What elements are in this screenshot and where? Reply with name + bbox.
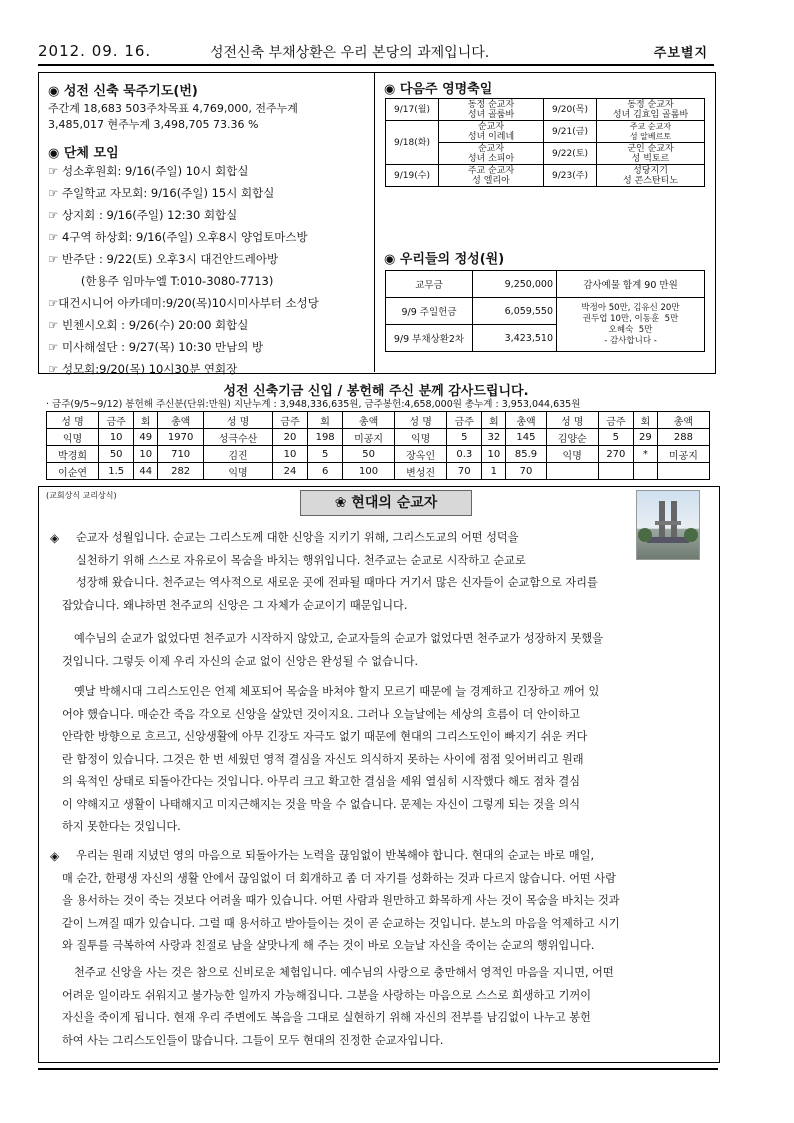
essay-line: 예수님의 순교가 없었다면 천주교가 시작하지 않았고, 순교자들의 순교가 없었다면 천주교가 성장하지 못했을 (74, 632, 603, 645)
fund-cell: 282 (158, 463, 204, 480)
feast-saint: 순교자 성녀 소피아 (439, 143, 544, 165)
essay-paragraph-4 (50, 845, 710, 958)
fund-header: 금주 (598, 412, 633, 429)
table-row (386, 165, 705, 187)
essay-line: 어려운 일이라도 쉬워지고 불가능한 일까지 가능해집니다. 그분을 사랑하는 마음으로 스스로 희생하고 기꺼이 (62, 988, 591, 1002)
essay-line: 와 질투를 극복하여 사랑과 친절로 남을 살맛나게 해 주는 것이 바로 오늘날 자신을 죽이는 순교의 행위입니다. (62, 939, 595, 952)
offering-title: ◉ 우리들의 정성(원) (384, 252, 505, 267)
essay-line: 천주교 신앙을 사는 것은 참으로 신비로운 체험입니다. 예수님의 사랑으로 충만해서 영적인 마음을 지니면, 어떤 (74, 966, 614, 979)
fund-cell: 장옥인 (395, 446, 447, 463)
fund-cell: * (634, 446, 658, 463)
rosary-title: ◉ 성전 신축 묵주기도(번) (48, 84, 198, 99)
essay-paragraph-5 (62, 962, 712, 1052)
essay-paragraph-1 (50, 527, 710, 617)
feast-saint: 주교 순교자 성 엘리아 (439, 165, 544, 187)
feast-date: 9/22(토) (544, 143, 597, 165)
fund-cell (546, 463, 598, 480)
fund-cell: 김양순 (546, 429, 598, 446)
essay-line: 실천하기 위해 스스로 자유로이 목숨을 바치는 행위입니다. 천주교는 순교로 시작하고 순교로 (76, 553, 526, 567)
essay-line: 잡았습니다. 왜냐하면 천주교의 신앙은 그 자체가 순교이기 때문입니다. (62, 598, 408, 612)
fund-cell: 10 (99, 429, 134, 446)
fund-cell: 710 (158, 446, 204, 463)
essay-line: 의 육적인 상태로 되돌아간다는 것입니다. 아무리 크고 확고한 결심을 세워 열심히 시작했다 해도 점차 결심 (62, 775, 581, 788)
table-row (386, 121, 705, 143)
group-item: (한용주 임마누엘 T:010-3080-7713) (48, 274, 274, 288)
essay-line: 이 약해지고 생활이 나태해지고 미지근해지는 것을 막을 수 없습니다. 문제는 자신이 그렇게 되는 것을 의식 (62, 797, 581, 811)
offering-note-donors (557, 298, 705, 352)
fund-header: 성 명 (395, 412, 447, 429)
table-row (47, 412, 710, 429)
fund-cell: 49 (134, 429, 158, 446)
fund-cell: 10 (272, 446, 307, 463)
fund-cell: 100 (343, 463, 395, 480)
essay-line: 어야 했습니다. 매순간 죽음 각오로 신앙을 살았던 것이지요. 그러나 오늘날에는 세상의 흐름이 더 안이하고 (62, 707, 581, 721)
fund-cell: 1.5 (99, 463, 134, 480)
essay-line: 옛날 박해시대 그리스도인은 언제 체포되어 목숨을 바쳐야 할지 모르기 때문에 늘 경계하고 긴장하고 깨어 있 (74, 685, 600, 698)
group-item: ☞ 성소후원회: 9/16(주일) 10시 회합실 (48, 164, 249, 178)
fund-cell: 10 (134, 446, 158, 463)
fund-cell: 1 (482, 463, 506, 480)
fund-cell: 익명 (546, 446, 598, 463)
essay-title: ❀ 현대의 순교자 (300, 490, 472, 516)
table-row (386, 298, 705, 325)
page-header (38, 40, 714, 66)
offering-label: 9/9 주일헌금 (386, 298, 473, 325)
fund-cell: 50 (99, 446, 134, 463)
fund-header: 회 (482, 412, 506, 429)
essay-line: 하여 사는 그리스도인들이 많습니다. 그들이 모두 현대의 진정한 순교자입니다. (62, 1033, 444, 1047)
group-item: ☞ 4구역 하상회: 9/16(주일) 오후8시 양업토마스방 (48, 230, 308, 244)
feast-date: 9/19(수) (386, 165, 439, 187)
fund-title: 성전 신축기금 신입 / 봉헌해 주신 분께 감사드립니다. (223, 384, 529, 399)
fund-cell: 5 (447, 429, 482, 446)
essay-line: 자신을 죽이게 됩니다. 현재 우리 주변에도 복음을 그대로 실현하기 위해 자신의 전부를 남김없이 나누고 봉헌 (62, 1011, 591, 1024)
offering-table (385, 270, 705, 352)
fund-cell: 44 (134, 463, 158, 480)
fund-header: 총액 (158, 412, 204, 429)
fund-cell: 박경희 (47, 446, 99, 463)
offering-amount: 6,059,550 (473, 298, 557, 325)
column-divider (374, 72, 375, 372)
fund-table (46, 411, 710, 480)
group-item: ☞ 반주단 : 9/22(토) 오후3시 대건안드레아방 (48, 252, 279, 266)
group-item: ☞ 주일학교 자모회: 9/16(주일) 15시 회합실 (48, 186, 275, 200)
fund-header: 회 (134, 412, 158, 429)
group-item: ☞ 빈첸시오회 : 9/26(수) 20:00 회합실 (48, 318, 249, 332)
essay-line: 순교자 성월입니다. 순교는 그리스도께 대한 신앙을 지키기 위해, 그리스도교의 어떤 성덕을 (76, 531, 519, 544)
fund-header: 성 명 (204, 412, 273, 429)
offering-amount: 9,250,000 (473, 271, 557, 298)
fund-cell: 김진 (204, 446, 273, 463)
feast-date: 9/23(주) (544, 165, 597, 187)
offering-donors: 박정아 50만, 김유신 20만 권두업 10만, 이동훈 5만 오혜숙 5만 (581, 302, 680, 335)
fund-cell: 198 (308, 429, 343, 446)
offering-label: 교무금 (386, 271, 473, 298)
group-item: ☞ 미사해설단 : 9/27(목) 10:30 만남의 방 (48, 340, 264, 354)
fund-cell (634, 463, 658, 480)
feast-saint: 동정 순교자 성녀 골룸바 (439, 99, 544, 121)
essay-line: 매 순간, 한평생 자신의 생활 안에서 끊임없이 더 회개하고 좀 더 자기를 성화하는 것과 다르지 않습니다. 어떤 사람 (62, 871, 616, 885)
feast-table (385, 98, 705, 187)
fund-header: 금주 (447, 412, 482, 429)
bulletin-motto: 성전신축 부채상환은 우리 본당의 과제입니다. (210, 45, 490, 61)
essay-tag: (교회상식 교리상식) (46, 491, 117, 500)
table-row (47, 463, 710, 480)
fund-cell: 미공지 (657, 446, 709, 463)
essay-line: 안락한 방향으로 흐르고, 신앙생활에 아무 긴장도 자극도 없기 때문에 현대의 그리스도인이 빠지기 쉬운 커다 (62, 730, 588, 743)
fund-cell: 0.3 (447, 446, 482, 463)
fund-header: 성 명 (546, 412, 598, 429)
fund-cell: 29 (634, 429, 658, 446)
fund-cell: 6 (308, 463, 343, 480)
fund-header: 회 (634, 412, 658, 429)
fund-cell: 270 (598, 446, 633, 463)
diamond-bullet-icon: ◈ (50, 531, 60, 545)
fund-cell: 10 (482, 446, 506, 463)
essay-line: 성장해 왔습니다. 천주교는 역사적으로 새로운 곳에 전파될 때마다 거기서 많은 신자들이 순교함으로 자리를 (76, 576, 598, 589)
group-item: ☞ 상지회 : 9/16(주일) 12:30 회합실 (48, 208, 238, 222)
fund-header: 총액 (343, 412, 395, 429)
fund-cell (598, 463, 633, 480)
fund-cell: 성극수산 (204, 429, 273, 446)
essay-line: 같이 느껴질 때가 있습니다. 그럴 때 용서하고 받아들이는 것이 곧 순교하는 것입니다. 분노의 마음을 억제하고 시기 (62, 916, 620, 930)
essay-line: 하지 못한다는 것입니다. (62, 820, 181, 833)
groups-list (48, 160, 319, 380)
fund-cell: 20 (272, 429, 307, 446)
fund-header: 금주 (272, 412, 307, 429)
table-row (47, 446, 710, 463)
footer-rule (38, 1068, 718, 1070)
fund-cell: 1970 (158, 429, 204, 446)
essay-paragraph-3 (62, 681, 712, 839)
fund-cell: 익명 (47, 429, 99, 446)
fund-cell: 익명 (204, 463, 273, 480)
fund-subtitle: · 금주(9/5~9/12) 봉헌해 주신분(단위:만원) 지난누계 : 3,948,336,635원, 금주봉헌:4,658,000원 총누계 : 3,953,044,635원 (46, 399, 581, 410)
feast-date: 9/17(월) (386, 99, 439, 121)
fund-header: 성 명 (47, 412, 99, 429)
feast-saint: 동정 순교자 성녀 김효임 골롬바 (597, 99, 705, 121)
rosary-line-2: 3,485,017 현주누계 3,498,705 73.36 % (48, 118, 259, 131)
table-row (386, 271, 705, 298)
feast-date: 9/21(금) (544, 121, 597, 143)
fund-cell: 70 (447, 463, 482, 480)
fund-cell: 미공지 (343, 429, 395, 446)
offering-label: 9/9 부채상환2차 (386, 325, 473, 352)
diamond-bullet-icon: ◈ (50, 849, 60, 863)
essay-line: 란 함정이 있습니다. 그것은 한 번 세웠던 영적 결심을 자신도 의식하지 못하는 사이에 점점 잊어버리고 원래 (62, 752, 584, 766)
essay-paragraph-2 (62, 628, 712, 673)
offering-thanks: - 감사합니다 - (604, 335, 657, 346)
bulletin-label: 주보별지 (653, 46, 708, 61)
feast-date: 9/20(목) (544, 99, 597, 121)
group-item: ☞ 성모회:9/20(목) 10시30분 연회장 (48, 362, 238, 376)
essay-line: 우리는 원래 지녔던 영의 마음으로 되돌아가는 노력을 끊임없이 반복해야 합니다. 현대의 순교는 바로 매일, (76, 849, 595, 862)
bulletin-date: 2012. 09. 16. (38, 42, 152, 60)
fund-header: 총액 (657, 412, 709, 429)
table-row (386, 99, 705, 121)
fund-cell: 24 (272, 463, 307, 480)
offering-note-total: 감사예물 합계 90 만원 (557, 271, 705, 298)
fund-cell: 85.9 (506, 446, 546, 463)
fund-cell: 50 (343, 446, 395, 463)
fund-cell: 288 (657, 429, 709, 446)
table-row (47, 429, 710, 446)
feast-saint: 주교 순교자 성 알베르토 (597, 121, 705, 143)
fund-cell: 이순연 (47, 463, 99, 480)
fund-cell: 70 (506, 463, 546, 480)
feast-saint: 순교자 성녀 이레네 (439, 121, 544, 143)
rosary-line-1: 주간계 18,683 503주차목표 4,769,000, 전주누계 (48, 102, 298, 115)
essay-line: 것입니다. 그렇듯 이제 우리 자신의 순교 없이 신앙은 완성될 수 없습니다. (62, 654, 419, 668)
groups-title: ◉ 단체 모임 (48, 146, 119, 161)
fund-header: 회 (308, 412, 343, 429)
feast-date: 9/18(화) (386, 121, 439, 165)
fund-cell: 변성진 (395, 463, 447, 480)
offering-amount: 3,423,510 (473, 325, 557, 352)
fund-cell: 5 (308, 446, 343, 463)
fund-cell: 32 (482, 429, 506, 446)
group-item: ☞대건시니어 아카데미:9/20(목)10시미사부터 소성당 (48, 296, 319, 310)
fund-cell: 145 (506, 429, 546, 446)
fund-header: 금주 (99, 412, 134, 429)
essay-line: 을 용서하는 것이 죽는 것보다 어려울 때가 있습니다. 어떤 사람과 원만하고 화목하게 사는 것이 목숨을 바치는 것과 (62, 894, 620, 907)
fund-cell: 5 (598, 429, 633, 446)
feast-title: ◉ 다음주 영명축일 (384, 82, 493, 97)
feast-saint: 성당지기 성 콘스탄티노 (597, 165, 705, 187)
fund-cell: 익명 (395, 429, 447, 446)
feast-saint: 군인 순교자 성 빅토르 (597, 143, 705, 165)
fund-header: 총액 (506, 412, 546, 429)
fund-cell (657, 463, 709, 480)
